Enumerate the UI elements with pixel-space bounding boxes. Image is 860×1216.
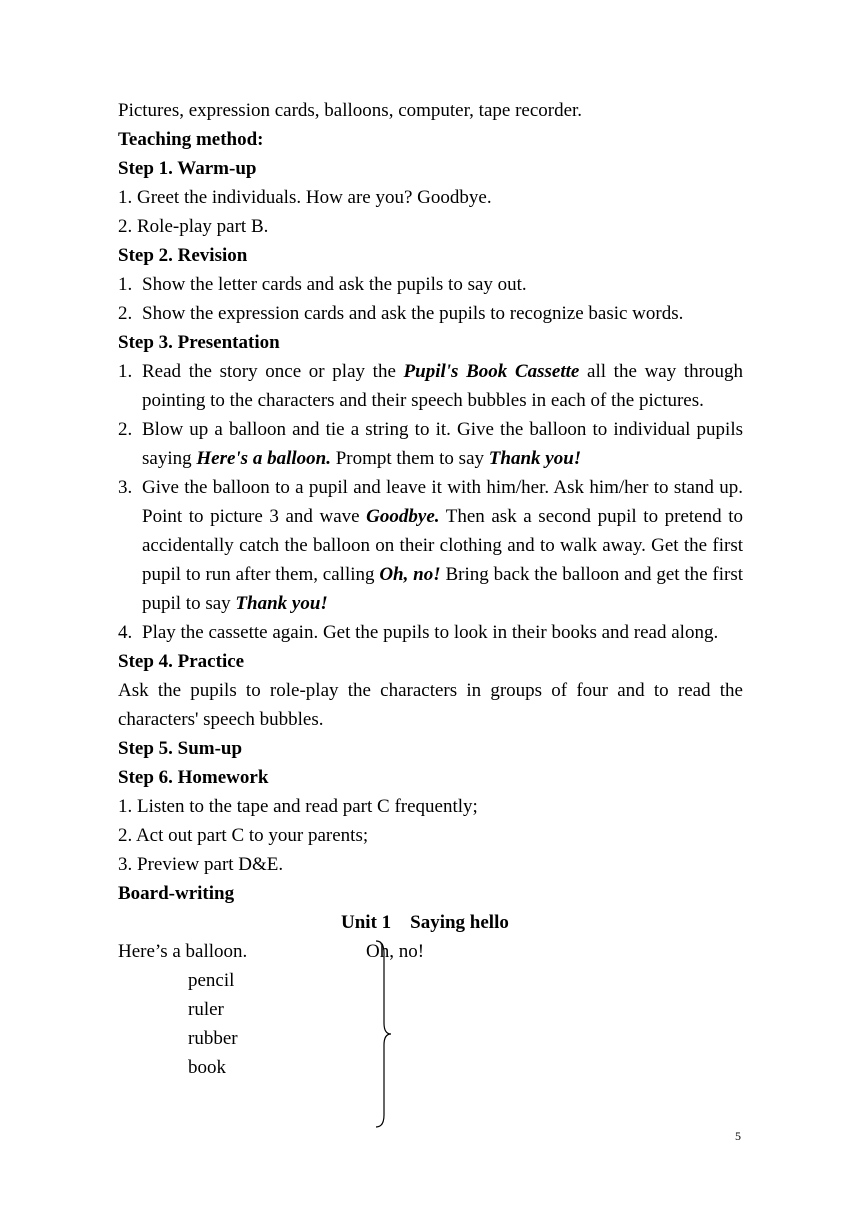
step3-item-4	[118, 618, 743, 647]
board-writing	[118, 908, 743, 1140]
emphasis-text: Oh, no!	[379, 564, 441, 585]
text-segment: all the way through pointing to the characters and their speech bubbles in each of the pictures.	[142, 361, 743, 411]
step1-item-1: 1. Greet the individuals. How are you? Goodbye.	[118, 187, 492, 208]
step6-heading: Step 6. Homework	[118, 767, 269, 788]
homework-item-1: 1. Listen to the tape and read part C frequently;	[118, 796, 478, 817]
step2-item-2	[118, 299, 743, 328]
homework-item-2: 2. Act out part C to your parents;	[118, 825, 369, 846]
step3-item-3-number: 3.	[118, 477, 133, 498]
homework-item-3: 3. Preview part D&E.	[118, 854, 284, 875]
emphasis-text: Thank you!	[488, 448, 582, 469]
board-word: ruler	[188, 999, 224, 1020]
materials-line: Pictures, expression cards, balloons, computer, tape recorder.	[118, 100, 583, 121]
teaching-method-heading: Teaching method:	[118, 129, 264, 150]
step1-item-2: 2. Role-play part B.	[118, 216, 269, 237]
step3-item-4-number: 4.	[118, 622, 133, 643]
step5-heading: Step 5. Sum-up	[118, 738, 243, 759]
step3-item-1	[118, 357, 743, 415]
step3-item-3-text	[142, 473, 743, 618]
step3-item-1-number: 1.	[118, 361, 133, 382]
emphasis-text: Thank you!	[235, 593, 328, 614]
step1-heading: Step 1. Warm-up	[118, 158, 257, 179]
step3-item-1-text	[142, 357, 743, 415]
step2-heading: Step 2. Revision	[118, 245, 248, 266]
step3-item-4-text: Play the cassette again. Get the pupils to look in their books and read along.	[142, 622, 719, 643]
text-segment: Bring back the balloon and get the first pupil to say	[142, 564, 744, 614]
step4-text: Ask the pupils to role-play the characters in groups of four and to read the characters' speech bubbles.	[118, 680, 743, 730]
curly-brace-icon	[374, 939, 394, 1129]
text-segment: Give the balloon to a pupil and leave it with him/her. Ask him/her to stand up. Point to picture 3 and wave	[142, 477, 743, 527]
step2-item-2-text: Show the expression cards and ask the pupils to recognize basic words.	[142, 303, 684, 324]
emphasis-text: Here's a balloon.	[196, 448, 331, 469]
board-word: pencil	[188, 970, 235, 991]
step3-heading: Step 3. Presentation	[118, 332, 280, 353]
page-number: 5	[735, 1129, 741, 1143]
step2-item-1	[118, 270, 743, 299]
step2-item-1-text: Show the letter cards and ask the pupils to say out.	[142, 274, 527, 295]
board-word: rubber	[188, 1028, 238, 1049]
text-segment: Read the story once or play the	[142, 361, 404, 382]
board-writing-heading: Board-writing	[118, 883, 235, 904]
step2-item-1-number: 1.	[118, 274, 133, 295]
text-segment: Then ask a second pupil to pretend to accidentally catch the balloon on their clothing and to walk away. Get the first pupil to run after them, calling	[142, 506, 743, 585]
emphasis-text: Goodbye.	[366, 506, 440, 527]
step2-item-2-number: 2.	[118, 303, 133, 324]
board-word: book	[188, 1057, 226, 1078]
step3-item-2	[118, 415, 743, 473]
emphasis-text: Pupil's Book Cassette	[403, 361, 580, 382]
board-sentence: Here’s a balloon.	[118, 941, 248, 962]
board-title: Unit 1 Saying hello	[341, 912, 509, 933]
page-content	[118, 96, 743, 1140]
step3-item-3	[118, 473, 743, 618]
step3-item-2-text	[142, 415, 743, 473]
board-exclamation: Oh, no!	[366, 941, 425, 962]
step4-heading: Step 4. Practice	[118, 651, 245, 672]
step3-item-2-number: 2.	[118, 419, 133, 440]
text-segment: Blow up a balloon and tie a string to it. Give the balloon to individual pupils saying	[142, 419, 743, 469]
text-segment: Prompt them to say	[330, 448, 489, 469]
